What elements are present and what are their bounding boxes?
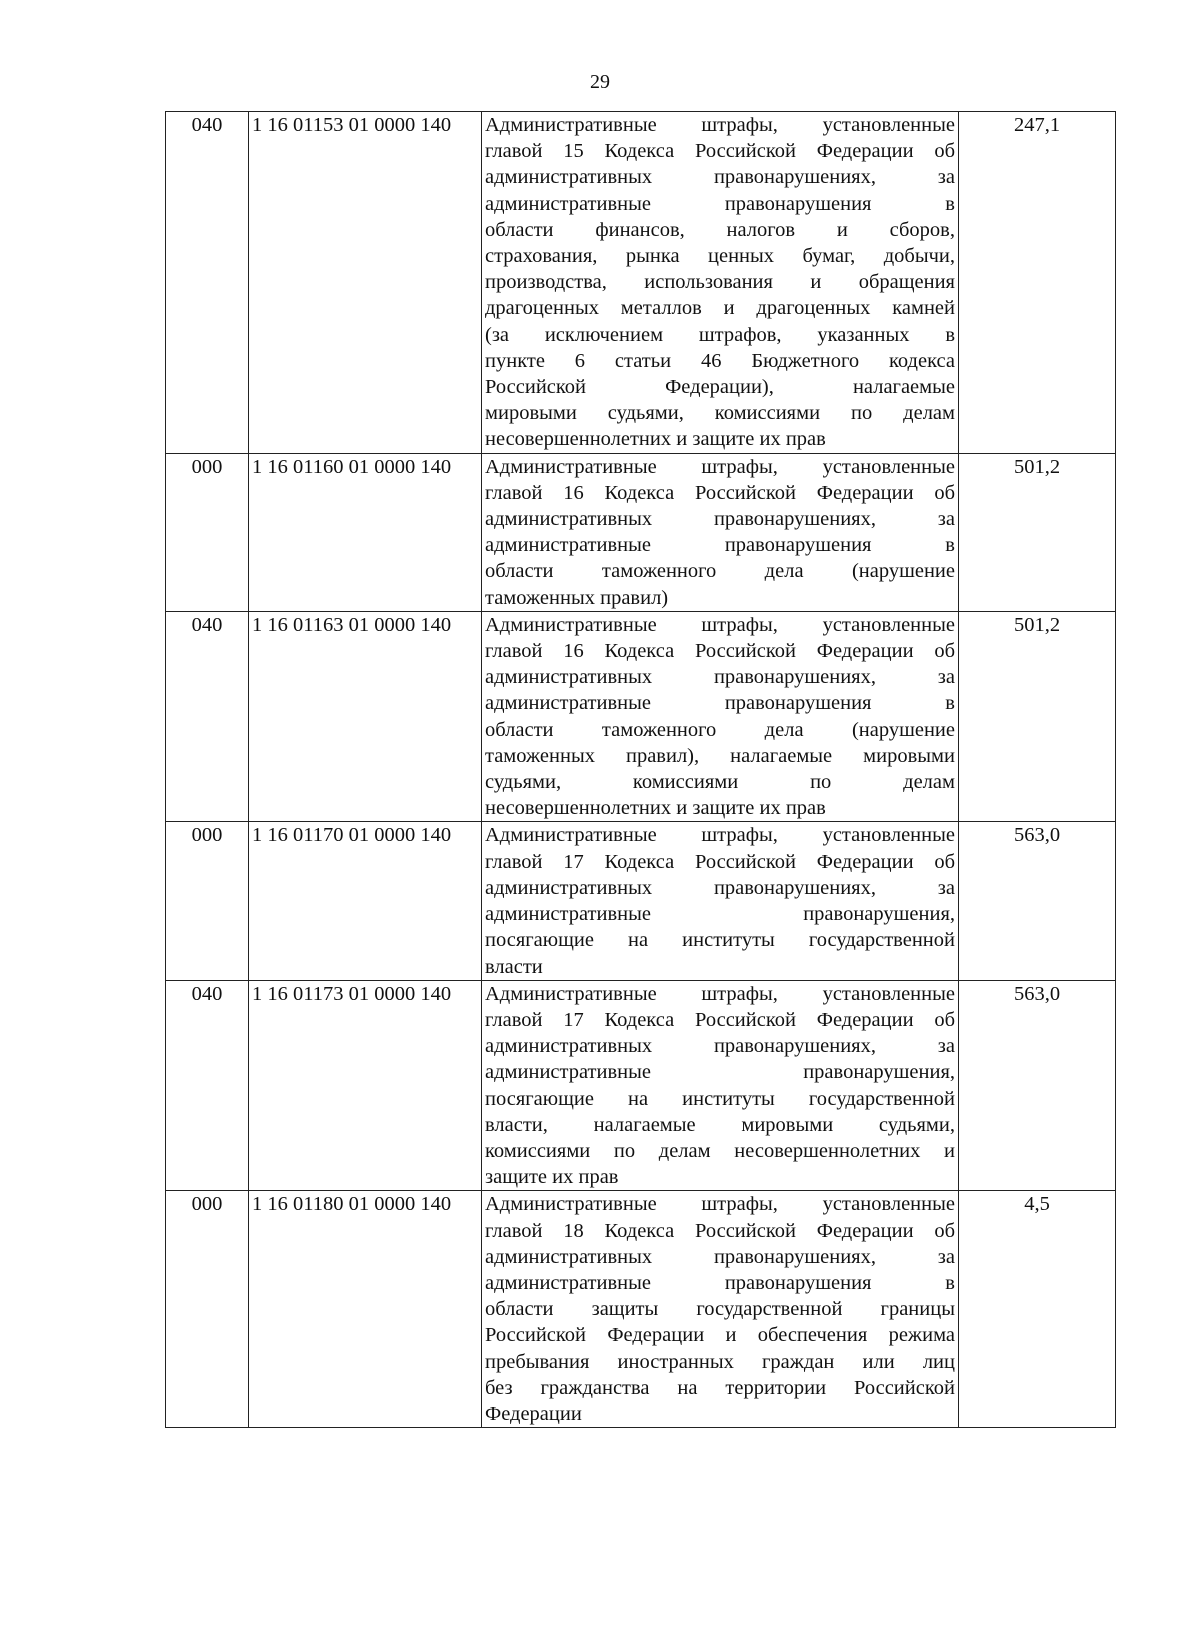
revenue-name-line: административных правонарушениях, за — [485, 666, 955, 689]
revenue-name-line: области защиты государственной границы — [485, 1298, 955, 1321]
amount-cell: 563,0 — [959, 980, 1116, 1191]
revenue-name-line: судьями, комиссиями по делам — [485, 771, 955, 794]
amount-cell: 563,0 — [959, 822, 1116, 980]
page-number: 29 — [590, 71, 610, 93]
table-row — [166, 453, 1116, 611]
budget-code-cell: 1 16 01173 01 0000 140 — [249, 980, 482, 1191]
revenue-name-line: Административные штрафы, установленные — [485, 613, 955, 636]
revenue-name-line: посягающие на институты государственной — [485, 1087, 955, 1110]
revenue-name-line: главой 15 Кодекса Российской Федерации об — [485, 140, 955, 163]
revenue-name-line: главой 16 Кодекса Российской Федерации об — [485, 481, 955, 504]
revenue-name-line: Административные штрафы, установленные — [485, 455, 955, 478]
revenue-name-line: административные правонарушения в — [485, 534, 955, 557]
amount-cell: 501,2 — [959, 611, 1116, 822]
revenue-name-line: административные правонарушения в — [485, 1271, 955, 1294]
revenue-name-cell — [482, 822, 959, 980]
revenue-name-line: защите их прав — [485, 1166, 619, 1189]
revenue-name-line: власти, налагаемые мировыми судьями, — [485, 1113, 955, 1136]
revenue-name-line: области таможенного дела (нарушение — [485, 718, 955, 741]
budget-code-cell: 1 16 01153 01 0000 140 — [249, 112, 482, 454]
revenue-name-line: власти — [485, 955, 543, 978]
budget-code-cell: 1 16 01180 01 0000 140 — [249, 1191, 482, 1428]
revenue-name-line: области финансов, налогов и сборов, — [485, 218, 955, 241]
table-row — [166, 611, 1116, 822]
revenue-name-line: Административные штрафы, установленные — [485, 982, 955, 1005]
amount-cell: 501,2 — [959, 453, 1116, 611]
revenue-name-line: несовершеннолетних и защите их прав — [485, 797, 826, 820]
revenue-name-line: административные правонарушения, — [485, 903, 955, 926]
revenue-name-line: административные правонарушения, — [485, 1061, 955, 1084]
revenue-name-line: Административные штрафы, установленные — [485, 824, 955, 847]
table-body — [166, 112, 1116, 1428]
budget-table — [165, 111, 1116, 1428]
revenue-name-line: без гражданства на территории Российской — [485, 1376, 955, 1399]
admin-code-cell: 000 — [166, 822, 249, 980]
revenue-name-line: (за исключением штрафов, указанных в — [485, 323, 955, 346]
revenue-name-line: посягающие на институты государственной — [485, 929, 955, 952]
table-row — [166, 822, 1116, 980]
revenue-name-cell — [482, 453, 959, 611]
revenue-name-line: таможенных правил) — [485, 586, 669, 609]
budget-code-cell: 1 16 01170 01 0000 140 — [249, 822, 482, 980]
revenue-name-line: страхования, рынка ценных бумаг, добычи, — [485, 245, 955, 268]
revenue-name-cell — [482, 1191, 959, 1428]
revenue-name-cell — [482, 980, 959, 1191]
admin-code-cell: 040 — [166, 611, 249, 822]
revenue-name-line: таможенных правил), налагаемые мировыми — [485, 744, 955, 767]
revenue-name-line: административные правонарушения в — [485, 192, 955, 215]
revenue-name-line: драгоценных металлов и драгоценных камней — [485, 297, 955, 320]
revenue-name-line: Административные штрафы, установленные — [485, 114, 955, 136]
revenue-name-line: административных правонарушениях, за — [485, 166, 955, 189]
revenue-name-line: главой 18 Кодекса Российской Федерации об — [485, 1219, 955, 1242]
revenue-name-line: пункте 6 статьи 46 Бюджетного кодекса — [485, 349, 955, 372]
revenue-name-line: мировыми судьями, комиссиями по делам — [485, 402, 955, 425]
revenue-name-line: Федерации — [485, 1402, 582, 1425]
admin-code-cell: 040 — [166, 112, 249, 454]
table-row — [166, 980, 1116, 1191]
revenue-name-line: Административные штрафы, установленные — [485, 1193, 955, 1216]
table-row — [166, 1191, 1116, 1428]
revenue-name-line: несовершеннолетних и защите их прав — [485, 428, 826, 451]
budget-code-cell: 1 16 01163 01 0000 140 — [249, 611, 482, 822]
table-row — [166, 112, 1116, 454]
revenue-name-line: пребывания иностранных граждан или лиц — [485, 1350, 955, 1373]
admin-code-cell: 040 — [166, 980, 249, 1191]
revenue-name-line: главой 16 Кодекса Российской Федерации об — [485, 640, 955, 663]
revenue-name-line: административных правонарушениях, за — [485, 1035, 955, 1058]
revenue-name-line: Российской Федерации и обеспечения режима — [485, 1324, 955, 1347]
admin-code-cell: 000 — [166, 1191, 249, 1428]
revenue-name-cell — [482, 611, 959, 822]
budget-code-cell: 1 16 01160 01 0000 140 — [249, 453, 482, 611]
revenue-name-line: области таможенного дела (нарушение — [485, 560, 955, 583]
revenue-name-line: главой 17 Кодекса Российской Федерации об — [485, 850, 955, 873]
amount-cell: 4,5 — [959, 1191, 1116, 1428]
admin-code-cell: 000 — [166, 453, 249, 611]
revenue-name-cell — [482, 112, 959, 454]
revenue-name-line: административных правонарушениях, за — [485, 876, 955, 899]
revenue-name-line: Российской Федерации), налагаемые — [485, 376, 955, 399]
revenue-name-line: производства, использования и обращения — [485, 271, 955, 294]
revenue-name-line: главой 17 Кодекса Российской Федерации об — [485, 1008, 955, 1031]
revenue-name-line: административных правонарушениях, за — [485, 1245, 955, 1268]
amount-cell: 247,1 — [959, 112, 1116, 454]
revenue-name-line: административные правонарушения в — [485, 692, 955, 715]
revenue-name-line: административных правонарушениях, за — [485, 508, 955, 531]
revenue-name-line: комиссиями по делам несовершеннолетних и — [485, 1139, 955, 1162]
